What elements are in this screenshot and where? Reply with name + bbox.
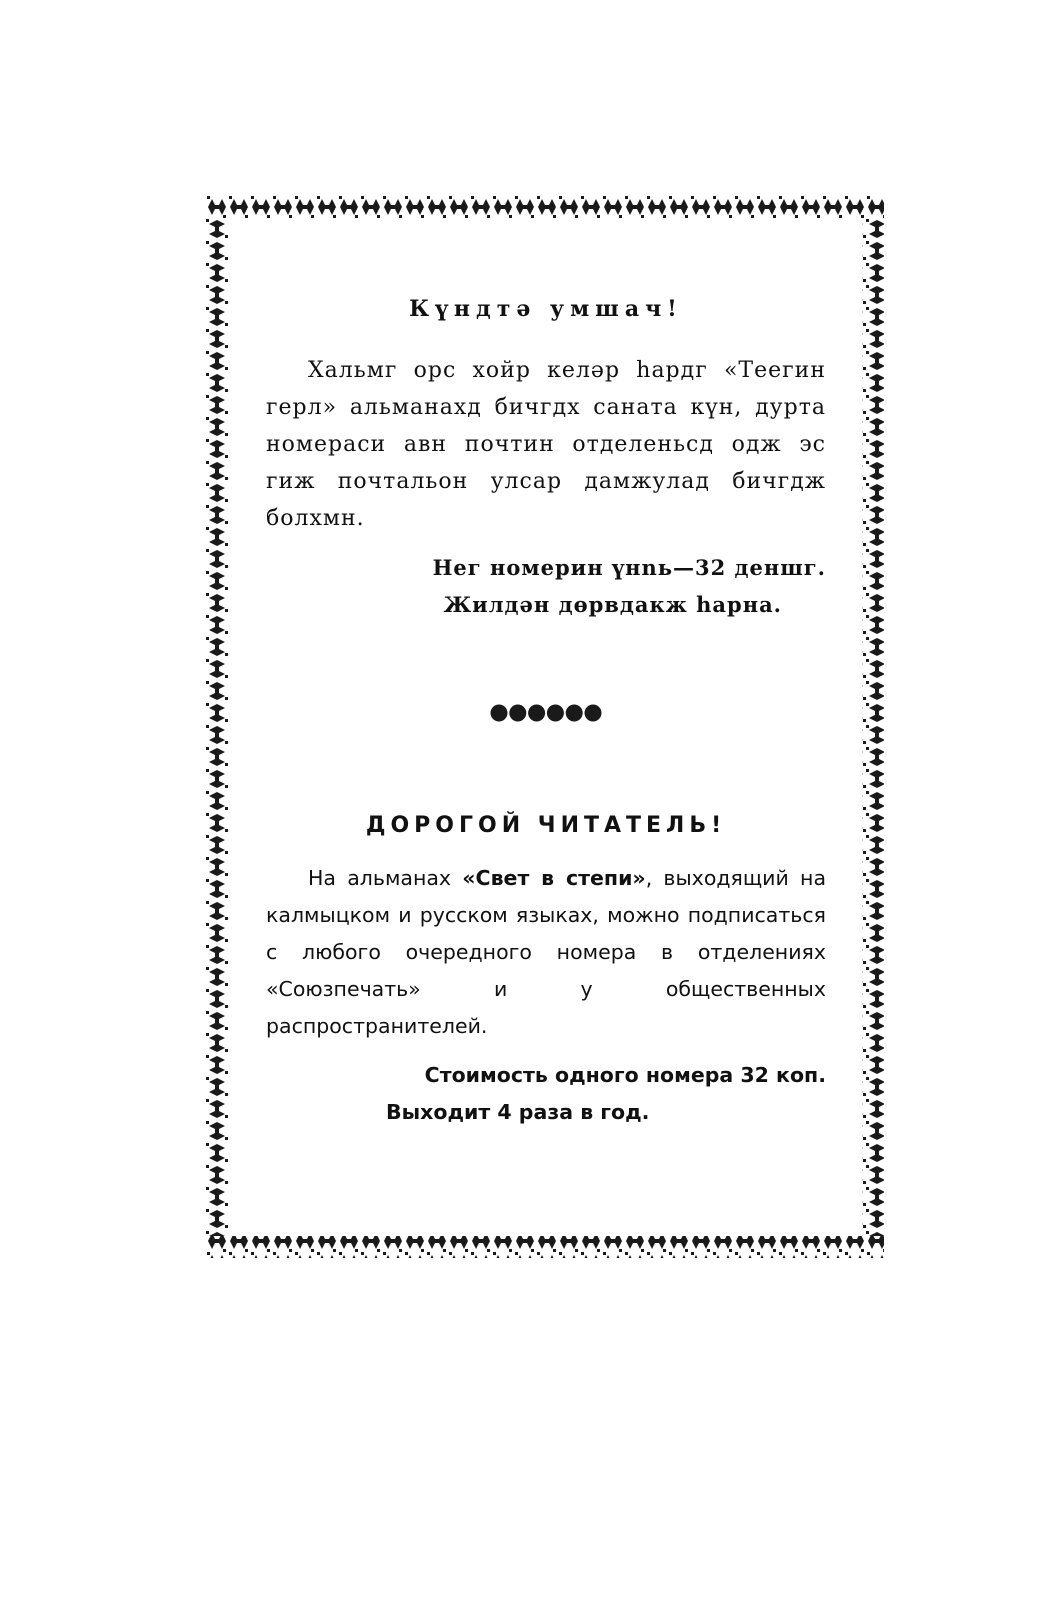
russian-body-prefix: На альманах (308, 866, 463, 890)
separator-dot (509, 705, 526, 722)
russian-body-suffix: , выходящий на калмыцком и русском языках, можно подписаться с любого очередного номера в отделениях «Союзпечать» и у общественных распространителей. (266, 866, 827, 1038)
ornamental-frame (206, 196, 884, 1258)
almanac-title: «Свет в степи» (462, 866, 646, 890)
separator-dot (585, 705, 602, 722)
separator-dot (528, 705, 545, 722)
separator-dots (266, 701, 826, 731)
dots-icon (490, 701, 602, 725)
page-content (266, 296, 826, 1131)
kalmyk-frequency-line: Жилдән дөрвдакж һарна. (443, 592, 782, 617)
border-top (206, 196, 884, 218)
border-left (206, 218, 228, 1236)
kalmyk-subscription-text: Хальмг орс хойр келәр һардг «Теегин герл» альманахд бичгдх саната күн, дурта номераси авн почтин отделеньсд одж эс гиж почтальон улсар дамжулад бичгдж болхмн. (266, 358, 826, 531)
border-right (862, 218, 884, 1236)
russian-frequency-line: Выходит 4 раза в год. (386, 1100, 650, 1124)
kalmyk-price-line: Нег номерин үнnь—32 деншг. (432, 555, 826, 580)
separator-dot (491, 705, 508, 722)
russian-heading: ДОРОГОЙ ЧИТАТЕЛЬ! (365, 813, 727, 838)
russian-price-line: Стоимость одного номера 32 коп. (424, 1063, 826, 1087)
russian-subscription-text (266, 860, 826, 1045)
separator-dot (566, 705, 583, 722)
separator-dot (547, 705, 564, 722)
kalmyk-heading: Күндтә умшач! (409, 296, 683, 322)
border-bottom (206, 1236, 884, 1258)
